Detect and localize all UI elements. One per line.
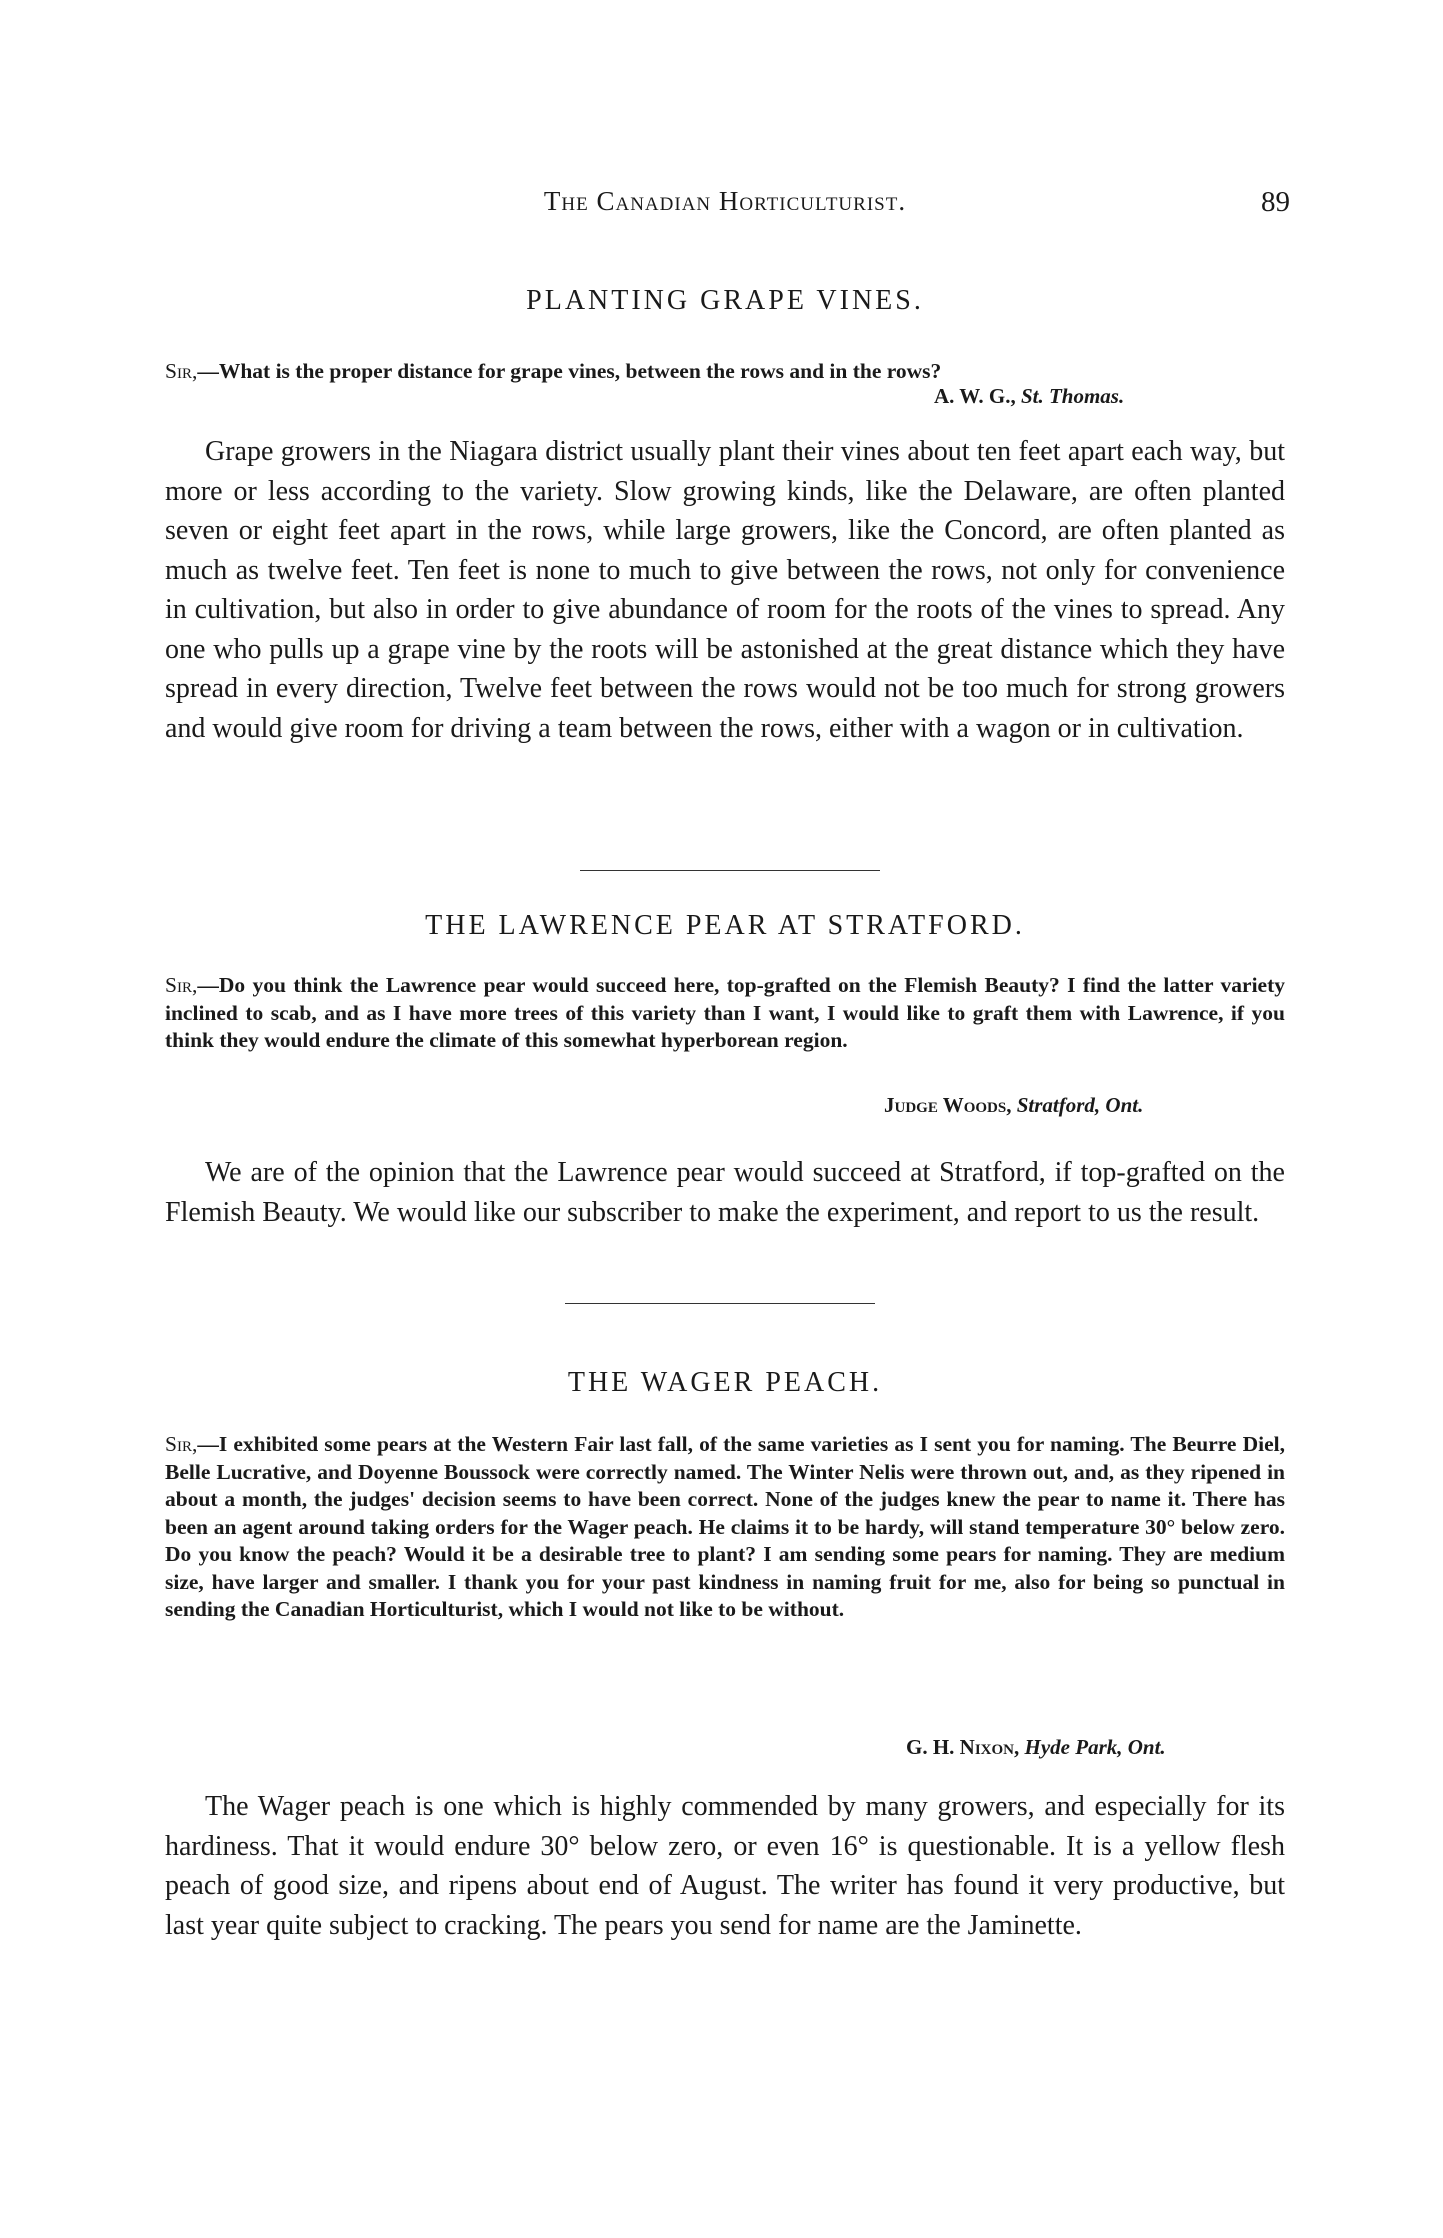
signature-wager-peach <box>906 1735 1166 1760</box>
section-divider <box>580 870 880 871</box>
letter-wager-peach <box>165 1431 1285 1624</box>
answer-grape-vines: Grape growers in the Niagara district usually plant their vines about ten feet apart each way, but more or less according to the variety. Slow growing kinds, like the Delaware, are often planted seven or eight feet apart in the rows, while large growers, like the Concord, are often planted as much as twelve feet. Ten feet is none to much to give between the rows, not only for convenience in cultivation, but also in order to give abundance of room for the roots of the vines to spread. Any one who pulls up a grape vine by the roots will be astonished at the great distance which they have spread in every direction, Twelve feet between the rows would not be too much for strong growers and would give room for driving a team between the rows, either with a wagon or in cultivation. <box>165 436 1285 744</box>
signature-grape-vines <box>934 384 1124 409</box>
running-title: The Canadian Horticulturist. <box>543 186 907 216</box>
signature-place: Stratford, Ont. <box>1016 1093 1144 1117</box>
letter-salutation: Sir, <box>165 973 198 997</box>
letter-salutation: Sir, <box>165 1432 198 1456</box>
section-title-wager-peach: THE WAGER PEACH. <box>567 1367 883 1398</box>
section-divider <box>565 1303 875 1304</box>
section-title-lawrence-pear: THE LAWRENCE PEAR AT STRATFORD. <box>425 910 1025 941</box>
signature-name: G. H. Nixon, <box>906 1735 1025 1759</box>
signature-name: Judge Woods, <box>884 1093 1017 1117</box>
signature-lawrence-pear <box>884 1093 1143 1118</box>
letter-grape-vines <box>165 358 1285 386</box>
signature-name: A. W. G., <box>934 384 1021 408</box>
page-number: 89 <box>1261 186 1290 218</box>
letter-body: —Do you think the Lawrence pear would succeed here, top-grafted on the Flemish Beauty? I find the latter variety inclined to scab, and as I have more trees of this variety than I want, I would like to graft them with Lawrence, if you think they would endure the climate of this somewhat hyperborean region. <box>165 973 1285 1052</box>
running-head <box>160 186 1290 217</box>
signature-place: St. Thomas. <box>1020 384 1125 408</box>
answer-lawrence-pear: We are of the opinion that the Lawrence pear would succeed at Stratford, if top-grafted on the Flemish Beauty. We would like our subscriber to make the experiment, and report to us the result. <box>165 1157 1285 1228</box>
letter-body: —What is the proper distance for grape vines, between the rows and in the rows? <box>197 359 942 383</box>
signature-place: Hyde Park, Ont. <box>1024 1735 1166 1759</box>
letter-salutation: Sir, <box>165 359 198 383</box>
section-title-grape-vines: PLANTING GRAPE VINES. <box>526 285 924 316</box>
letter-lawrence-pear <box>165 972 1285 1055</box>
letter-body: —I exhibited some pears at the Western Fair last fall, of the same varieties as I sent you for naming. The Beurre Diel, Belle Lucrative, and Doyenne Boussock were correctly named. The Winter Nelis were thrown out, and, as they ripened in about a month, the judges' decision seems to have been correct. None of the judges knew the pear to name it. There has been an agent around taking orders for the Wager peach. He claims it to be hardy, will stand temperature 30° below zero. Do you know the peach? Would it be a desirable tree to plant? I am sending some pears for naming. They are medium size, have larger and smaller. I thank you for your past kindness in naming fruit for me, also for being so punctual in sending the Canadian Horticulturist, which I would not like to be without. <box>165 1432 1285 1621</box>
answer-wager-peach: The Wager peach is one which is highly commended by many growers, and especially for its hardiness. That it would endure 30° below zero, or even 16° is questionable. It is a yellow flesh peach of good size, and ripens about end of August. The writer has found it very productive, but last year quite subject to cracking. The pears you send for name are the Jaminette. <box>165 1791 1285 1941</box>
